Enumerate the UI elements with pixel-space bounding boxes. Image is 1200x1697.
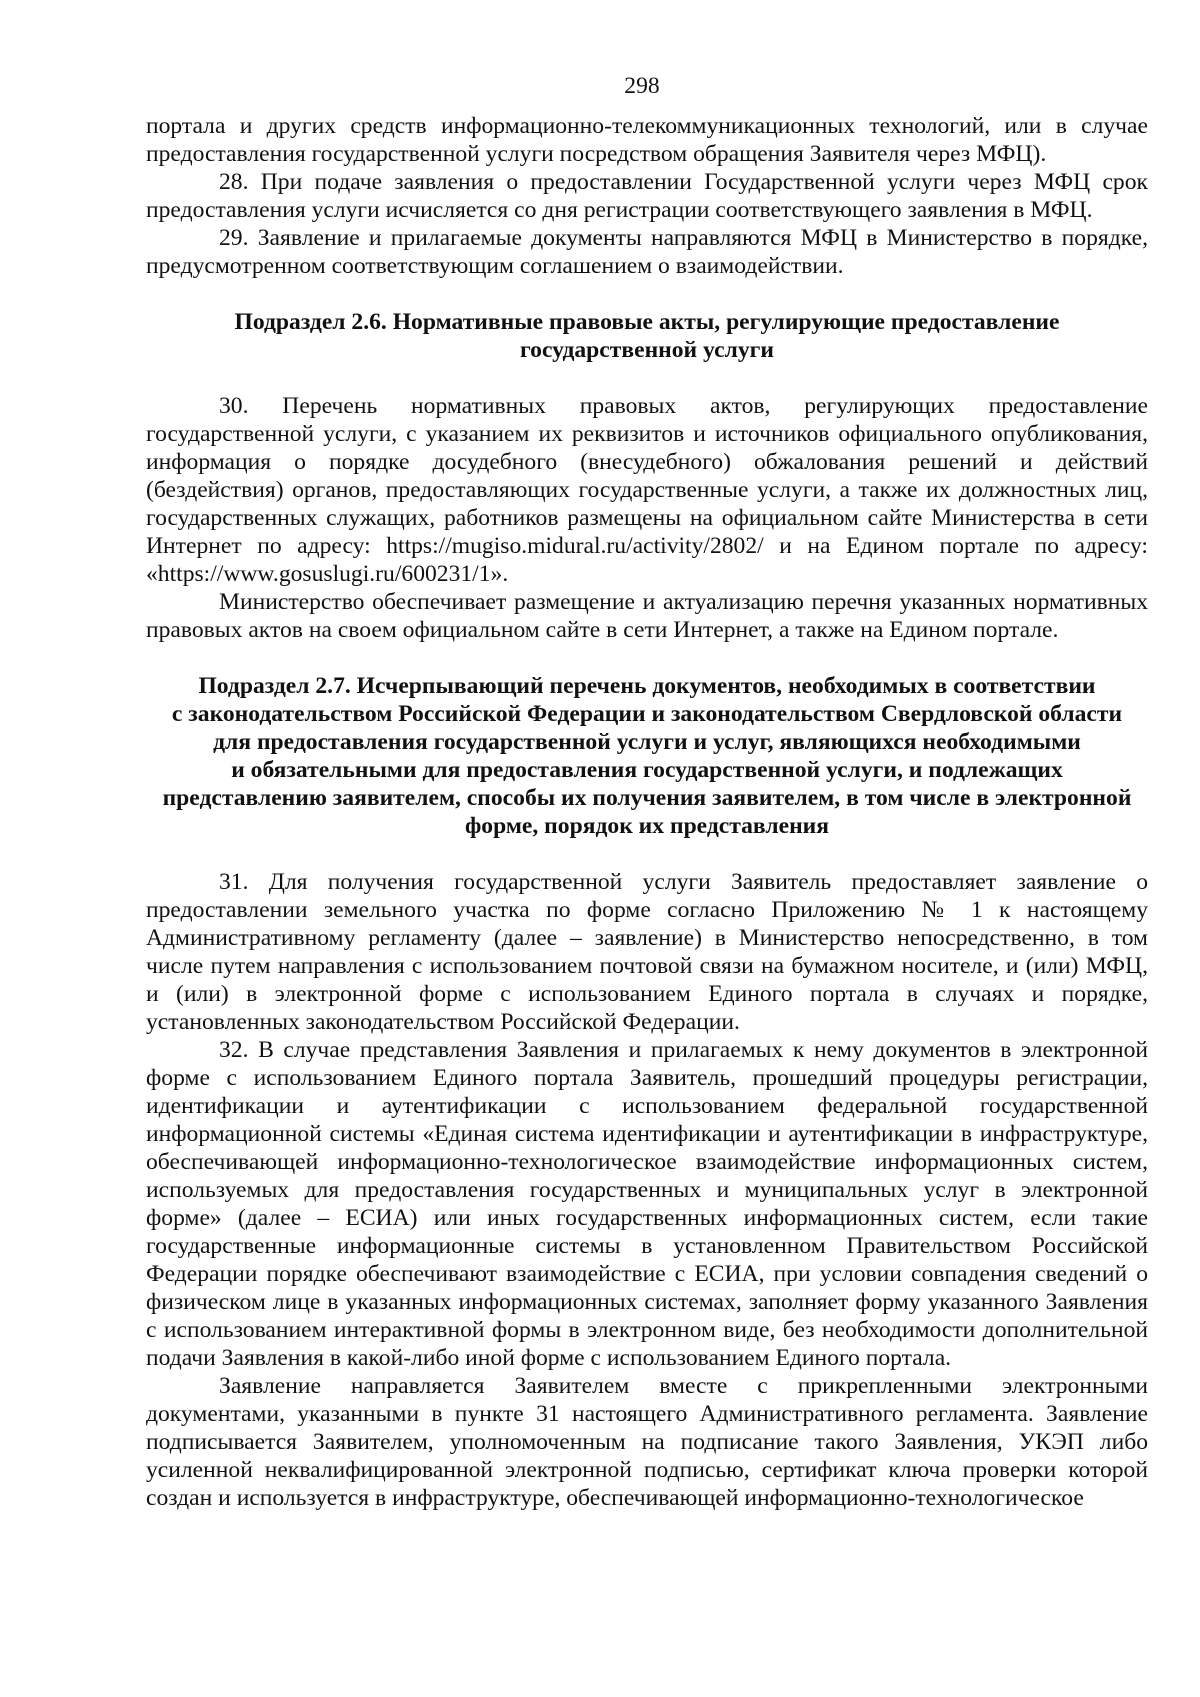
section-heading-2-6 (146, 308, 1148, 364)
section-heading-2-7 (146, 672, 1148, 840)
section-heading-line: для предоставления государственной услуги и услуг, являющихся необходимыми (213, 729, 1081, 755)
section-heading-line: и обязательными для предоставления государственной услуги, и подлежащих (231, 757, 1063, 783)
section-heading-line: представлению заявителем, способы их получения заявителем, в том числе в электронной (162, 785, 1132, 811)
paragraph-30: 30. Перечень нормативных правовых актов, регулирующих предоставление государственной услуги, с указанием их реквизитов и источников официального опубликования, информация о порядке досудебного (внесудебного) обжалования решений и действий (бездействия) органов, предоставляющих государственные услуги, а также их должностных лиц, государственных служащих, работников размещены на официальном сайте Министерства в сети Интернет по адресу: https://mugiso.midural.ru/activity/2802/ и на Едином портале по адресу: «https://www.gosuslugi.ru/600231/1». (146, 393, 1148, 587)
paragraph-application: Заявление направляется Заявителем вместе с прикрепленными электронными документами, указанными в пункте 31 настоящего Административного регламента. Заявление подписывается Заявителем, уполномоченным на подписание такого Заявления, УКЭП либо усиленной неквалифицированной электронной подписью, сертификат ключа проверки которой создан и используется в инфраструктуре, обеспечивающей информационно-технологическое (146, 1373, 1148, 1511)
page-number: 298 (624, 73, 660, 99)
section-heading-line: государственной услуги (520, 337, 774, 363)
paragraph-29: 29. Заявление и прилагаемые документы направляются МФЦ в Министерство в порядке, предусмотренном соответствующим соглашением о взаимодействии. (146, 225, 1148, 279)
paragraph-32: 32. В случае представления Заявления и прилагаемых к нему документов в электронной форме с использованием Единого портала Заявитель, прошедший процедуры регистрации, идентификации и аутентификации с использованием федеральной государственной информационной системы «Единая система идентификации и аутентификации в инфраструктуре, обеспечивающей информационно-технологическое взаимодействие информационных систем, используемых для предоставления государственных и муниципальных услуг в электронной форме» (далее – ЕСИА) или иных государственных информационных систем, если такие государственные информационные системы в установленном Правительством Российской Федерации порядке обеспечивают взаимодействие с ЕСИА, при условии совпадения сведений о физическом лице в указанных информационных системах, заполняет форму указанного Заявления с использованием интерактивной формы в электронном виде, без необходимости дополнительной подачи Заявления в какой-либо иной форме с использованием Единого портала. (146, 1037, 1148, 1371)
paragraph-ministry: Министерство обеспечивает размещение и актуализацию перечня указанных нормативных правовых актов на своем официальном сайте в сети Интернет, а также на Едином портале. (146, 589, 1148, 643)
paragraph-continuation: портала и других средств информационно-телекоммуникационных технологий, или в случае предоставления государственной услуги посредством обращения Заявителя через МФЦ). (146, 113, 1148, 167)
section-heading-line: Подраздел 2.7. Исчерпывающий перечень документов, необходимых в соответствии (198, 673, 1096, 699)
section-heading-line: форме, порядок их представления (464, 813, 830, 839)
section-heading-line: с законодательством Российской Федерации и законодательством Свердловской области (171, 701, 1123, 727)
paragraph-28: 28. При подаче заявления о предоставлении Государственной услуги через МФЦ срок предоставления услуги исчисляется со дня регистрации соответствующего заявления в МФЦ. (146, 169, 1148, 223)
section-heading-line: Подраздел 2.6. Нормативные правовые акты, регулирующие предоставление (234, 309, 1060, 335)
paragraph-31: 31. Для получения государственной услуги Заявитель предоставляет заявление о предоставлении земельного участка по форме согласно Приложению № 1 к настоящему Административному регламенту (далее – заявление) в Министерство непосредственно, в том числе путем направления с использованием почтовой связи на бумажном носителе, и (или) МФЦ, и (или) в электронной форме с использованием Единого портала в случаях и порядке, установленных законодательством Российской Федерации. (146, 869, 1148, 1035)
